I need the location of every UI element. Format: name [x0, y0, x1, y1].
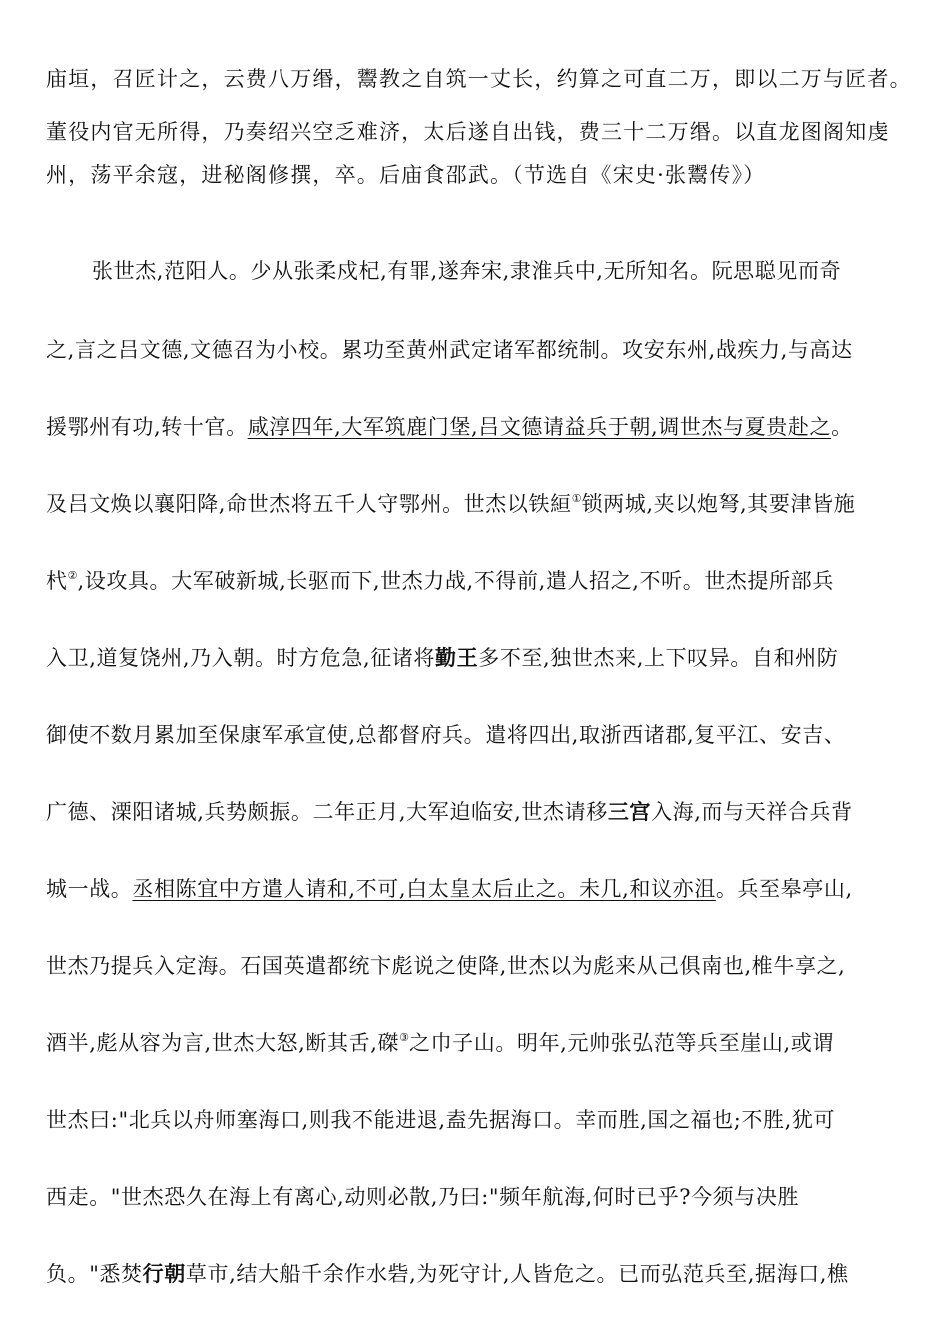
text-line	[46, 1259, 849, 1289]
text-segment: 草市,结大船千余作水砦,为死守计,人皆危之。已而弘范兵至,据海口,樵	[185, 1262, 849, 1286]
text-segment: 广德、溧阳诸城,兵势颇振。二年正月,大军迫临安,世杰请移	[46, 800, 608, 824]
text-line: 御使不数月累加至保康军承宣使,总都督府兵。遣将四出,取浙西诸郡,复平江、安吉、	[46, 723, 846, 747]
text-segment: 援鄂州有功,转十官。	[46, 415, 248, 439]
text-line: 董役内官无所得，乃奏绍兴空乏难济，太后遂自出钱，费三十二万缗。以直龙图阁知虔	[46, 120, 890, 144]
text-segment: 之巾子山。明年,元帅张弘范等兵至崖山,或谓	[408, 1031, 834, 1055]
text-segment: 多不至,独世杰来,上下叹异。自和州防	[478, 646, 839, 670]
text-line: 世杰曰:"北兵以舟师塞海口,则我不能进退,盍先据海口。幸而胜,国之福也;不胜,犹可	[46, 1108, 836, 1132]
text-line: 州，荡平余寇，进秘阁修撰，卒。后庙食邵武。（节选自《宋史·张鬻传》）	[46, 163, 766, 187]
footnote-marker: ③	[399, 1031, 409, 1044]
text-line	[46, 797, 853, 827]
footnote-marker: ①	[571, 492, 582, 505]
underlined-sentence: 丞相陈宜中方遣人请和,不可,白太皇太后止之。未几,和议亦沮	[132, 877, 716, 901]
text-line: 西走。"世杰恐久在海上有离心,动则必散,乃曰:"频年航海,何时已乎?今须与决胜	[46, 1185, 800, 1209]
text-line: 之,言之吕文德,文德召为小校。累功至黄州武定诸军都统制。攻安东州,战疾力,与高达	[46, 338, 853, 362]
text-segment: 入海,而与天祥合兵背	[651, 800, 853, 824]
footnote-marker: ②	[67, 569, 78, 582]
text-segment: 杙	[46, 569, 68, 593]
text-line	[46, 412, 853, 442]
text-segment: 。兵至皋亭山,	[715, 877, 853, 901]
text-segment: 锁两城,夹以炮弩,其要津皆施	[581, 492, 856, 516]
bold-term: 行朝	[142, 1261, 186, 1286]
bold-term: 勤王	[435, 645, 479, 670]
text-segment: 城一战。	[46, 877, 133, 901]
text-segment: 酒半,彪从容为言,世杰大怒,断其舌,磔	[46, 1031, 400, 1055]
underlined-sentence: 咸淳四年,大军筑鹿门堡,吕文德请益兵于朝,调世杰与夏贵赴之	[247, 415, 832, 439]
text-line	[46, 1028, 834, 1058]
text-segment: 。	[831, 415, 853, 439]
text-line	[46, 489, 855, 519]
text-line	[46, 643, 838, 673]
text-line: 世杰乃提兵入定海。石国英遣都统卞彪说之使降,世杰以为彪来从己俱南也,椎牛享之,	[46, 954, 846, 978]
text-line: 庙垣，召匠计之，云费八万缗，鬻教之自筑一丈长，约算之可直二万，即以二万与匠者。	[46, 67, 912, 91]
text-segment: 入卫,道复饶州,乃入朝。时方危急,征诸将	[46, 646, 436, 670]
bold-term: 三宫	[607, 799, 652, 824]
text-segment: ,设攻具。大军破新城,长驱而下,世杰力战,不得前,遣人招之,不听。世杰提所部兵	[77, 569, 834, 593]
text-line	[46, 566, 834, 596]
paragraph-first-line: 张世杰,范阳人。少从张柔戍杞,有罪,遂奔宋,隶淮兵中,无所知名。阮思聪见而奇	[92, 259, 842, 283]
text-segment: 负。"悉焚	[46, 1262, 143, 1286]
text-line	[46, 874, 853, 904]
text-segment: 及吕文焕以襄阳降,命世杰将五千人守鄂州。世杰以铁絙	[46, 492, 572, 516]
